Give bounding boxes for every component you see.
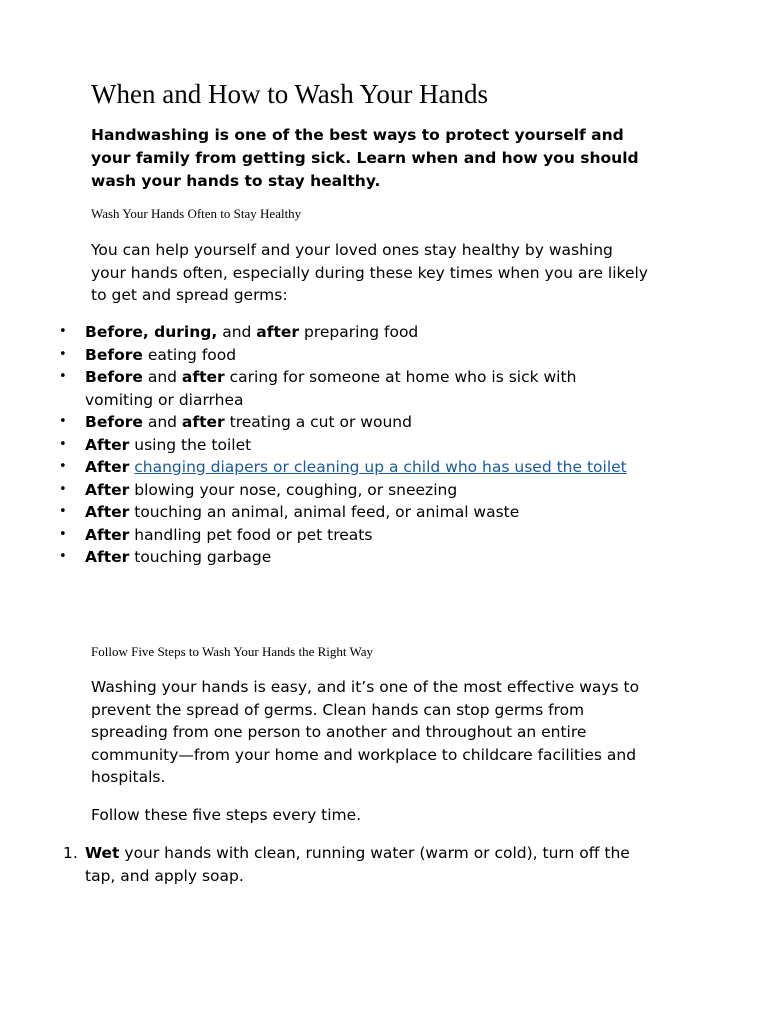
bullet-icon: • [59,346,67,362]
plain-text: blowing your nose, coughing, or sneezing [129,480,458,499]
plain-text: and [217,323,257,341]
plain-text: your hands with clean, running water (warm or cold), turn off the tap, and apply soap. [85,844,630,885]
bullet-icon: • [59,526,67,542]
list-item [0,479,645,502]
plain-text: eating food [142,345,237,364]
effective-paragraph: Washing your hands is easy, and it’s one of the most effective ways to prevent the spread of germs. Clean hands can stop germs from spreading from one person to another and throughout an entire community—from your home and workplace to childcare facilities and hospitals. [91,678,640,786]
bullet-icon: • [59,481,67,497]
intro-paragraph: Handwashing is one of the best ways to protect yourself and your family from getting sick. Learn when and how you should wash your hands to stay healthy. [91,126,639,190]
bold-text: after [256,323,300,341]
plain-text: touching an animal, animal feed, or animal waste [129,503,520,521]
list-item [0,411,645,434]
step-item [0,842,645,887]
bold-text: Before [85,413,143,431]
section-heading-five-steps: Follow Five Steps to Wash Your Hands the Right Way [91,644,374,659]
bullet-icon: • [59,436,67,452]
bold-text: after [181,413,225,431]
bullet-icon: • [59,324,67,339]
follow-steps-paragraph: Follow these five steps every time. [91,806,362,824]
bullet-icon: • [59,459,67,474]
plain-text: preparing food [299,323,419,341]
list-item [0,434,645,457]
steps-list [0,842,645,887]
step-number: 1. [63,844,78,862]
plain-text: and [142,413,182,431]
list-item [0,501,645,524]
bullet-icon: • [59,369,67,384]
page-title: When and How to Wash Your Hands [91,79,489,109]
bullet-icon: • [59,414,67,429]
key-times-list [0,321,645,569]
list-item [0,321,645,344]
list-item [0,524,645,547]
plain-text: treating a cut or wound [224,413,412,431]
plain-text: using the toilet [129,435,252,454]
plain-text: and [142,368,182,386]
bold-text: Before [85,368,143,386]
section-heading-wash-often: Wash Your Hands Often to Stay Healthy [91,206,302,221]
bold-text: after [181,368,225,386]
bold-text: After [85,458,130,476]
plain-text: touching garbage [129,548,272,566]
plain-text: handling pet food or pet treats [129,525,373,544]
bold-text: After [85,525,130,544]
bullet-icon: • [59,504,67,519]
bold-text: After [85,435,130,454]
key-times-paragraph: You can help yourself and your loved ones stay healthy by washing your hands often, especially during these key times when you are likely to get and spread germs: [91,241,648,304]
bold-text: Before [85,345,143,364]
diapers-link[interactable]: changing diapers or cleaning up a child who has used the toilet [134,458,627,476]
list-item [0,366,645,411]
plain-text: caring for someone at home who is sick with vomiting or diarrhea [85,368,577,409]
list-item [0,344,645,367]
bold-text: After [85,548,130,566]
bold-text: Wet [85,844,120,862]
list-item [0,546,645,569]
bold-text: After [85,503,130,521]
bullet-icon: • [59,549,67,564]
bold-text: After [85,480,130,499]
list-item [0,456,645,479]
bold-text: Before, during, [85,323,218,341]
